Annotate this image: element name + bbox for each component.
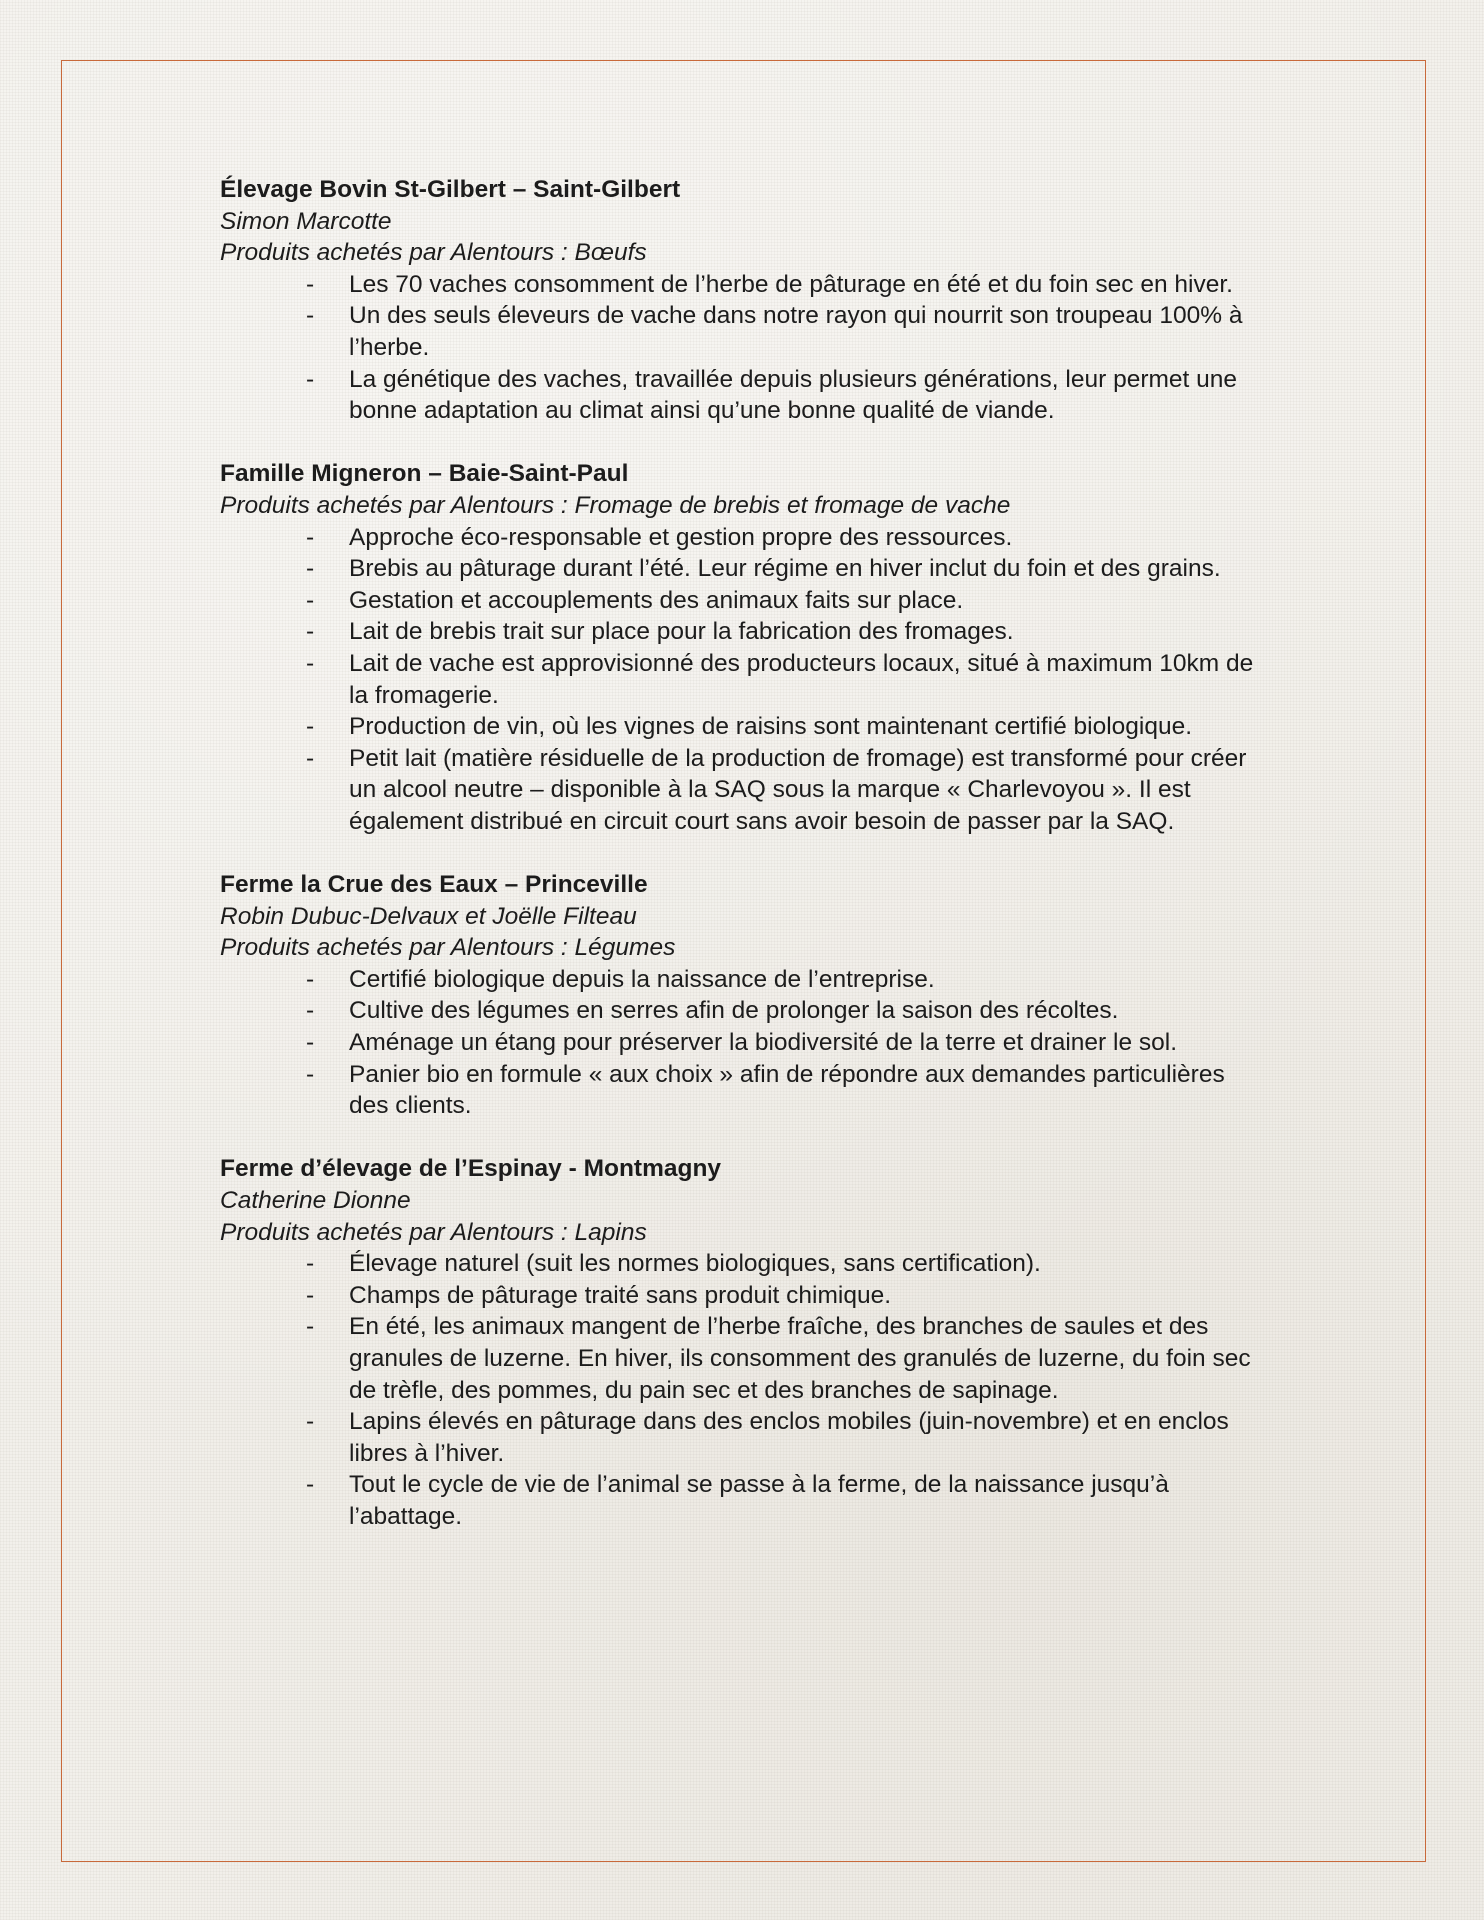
list-item <box>220 995 1269 1027</box>
bullet-dash: - <box>306 618 315 646</box>
bullet-dash: - <box>306 1060 315 1088</box>
list-item-text: Élevage naturel (suit les normes biologiques, sans certification). <box>349 1250 1041 1278</box>
list-item <box>220 585 1269 617</box>
producer-owner: Robin Dubuc-Delvaux et Joëlle Filteau <box>220 902 637 930</box>
list-item <box>220 616 1269 648</box>
list-item-text: Brebis au pâturage durant l’été. Leur régime en hiver inclut du foin et des grains. <box>349 555 1221 583</box>
list-item <box>220 300 1269 363</box>
list-item-text: Panier bio en formule « aux choix » afin de répondre aux demandes particulières des clients. <box>349 1060 1225 1120</box>
producer-owner: Simon Marcotte <box>220 207 392 235</box>
producer-bullet-list <box>220 1248 1280 1532</box>
producer-section <box>220 458 1280 837</box>
producer-section <box>220 869 1280 1122</box>
bullet-dash: - <box>306 270 315 298</box>
list-item <box>220 522 1269 554</box>
list-item-text: Production de vin, où les vignes de raisins sont maintenant certifié biologique. <box>349 713 1193 741</box>
bullet-dash: - <box>306 1029 315 1057</box>
list-item-text: Lait de vache est approvisionné des producteurs locaux, situé à maximum 10km de la fromagerie. <box>349 649 1254 709</box>
list-item-text: Tout le cycle de vie de l’animal se passe à la ferme, de la naissance jusqu’à l’abattage. <box>349 1471 1169 1530</box>
bullet-dash: - <box>306 965 315 993</box>
bullet-dash: - <box>306 302 315 330</box>
producer-bullet-list <box>220 522 1280 838</box>
bullet-dash: - <box>306 586 315 614</box>
bullet-dash: - <box>306 1250 315 1278</box>
producer-bullet-list <box>220 964 1280 1122</box>
bullet-dash: - <box>306 1408 315 1436</box>
list-item <box>220 269 1269 301</box>
producer-section <box>220 1153 1280 1532</box>
list-item <box>220 711 1269 743</box>
list-item <box>220 1280 1269 1312</box>
list-item <box>220 553 1269 585</box>
bullet-dash: - <box>306 1471 315 1499</box>
producer-title: Élevage Bovin St-Gilbert – Saint-Gilbert <box>220 176 681 203</box>
list-item-text: Cultive des légumes en serres afin de prolonger la saison des récoltes. <box>349 997 1119 1025</box>
list-item <box>220 364 1269 427</box>
producer-products: Produits achetés par Alentours : Lapins <box>220 1218 647 1246</box>
bullet-dash: - <box>306 555 315 583</box>
producer-title: Ferme d’élevage de l’Espinay - Montmagny <box>220 1155 722 1183</box>
list-item-text: Les 70 vaches consomment de l’herbe de pâturage en été et du foin sec en hiver. <box>349 270 1233 298</box>
list-item-text: Approche éco-responsable et gestion propre des ressources. <box>349 523 1013 551</box>
list-item <box>220 964 1269 996</box>
list-item <box>220 1248 1269 1280</box>
list-item-text: Lait de brebis trait sur place pour la fabrication des fromages. <box>349 618 1014 646</box>
producer-title: Ferme la Crue des Eaux – Princeville <box>220 871 648 899</box>
producer-section <box>220 174 1280 427</box>
producer-products: Produits achetés par Alentours : Bœufs <box>220 239 647 267</box>
list-item-text: Lapins élevés en pâturage dans des enclos mobiles (juin-novembre) et en enclos libres à l’hiver. <box>349 1408 1229 1467</box>
list-item <box>220 648 1269 711</box>
bullet-dash: - <box>306 523 315 551</box>
list-item-text: Gestation et accouplements des animaux faits sur place. <box>349 586 964 614</box>
list-item-text: Champs de pâturage traité sans produit chimique. <box>349 1281 892 1309</box>
list-item <box>220 1059 1269 1122</box>
list-item-text: Certifié biologique depuis la naissance de l’entreprise. <box>349 965 935 993</box>
list-item <box>220 1469 1269 1532</box>
list-item <box>220 1027 1269 1059</box>
bullet-dash: - <box>306 713 315 741</box>
list-item-text: Un des seuls éleveurs de vache dans notre rayon qui nourrit son troupeau 100% à l’herbe. <box>349 302 1243 361</box>
list-item-text: La génétique des vaches, travaillée depuis plusieurs générations, leur permet une bonne adaptation au climat ainsi qu’une bonne qualité de viande. <box>349 365 1238 425</box>
list-item <box>220 1406 1269 1469</box>
list-item <box>220 743 1269 838</box>
bullet-dash: - <box>306 365 315 393</box>
producer-title: Famille Migneron – Baie-Saint-Paul <box>220 460 629 488</box>
list-item-text: Aménage un étang pour préserver la biodiversité de la terre et drainer le sol. <box>349 1029 1178 1057</box>
bullet-dash: - <box>306 997 315 1025</box>
bullet-dash: - <box>306 1281 315 1309</box>
bullet-dash: - <box>306 1313 315 1341</box>
list-item-text: En été, les animaux mangent de l’herbe fraîche, des branches de saules et des granules de luzerne. En hiver, ils consomment des granulés de luzerne, du foin sec de trèfle, des pommes, du pain sec et des branches de sapinage. <box>349 1313 1251 1404</box>
producer-owner: Catherine Dionne <box>220 1187 411 1214</box>
bullet-dash: - <box>306 649 315 677</box>
producer-products: Produits achetés par Alentours : Fromage de brebis et fromage de vache <box>220 491 1011 519</box>
bullet-dash: - <box>306 744 315 772</box>
producer-products: Produits achetés par Alentours : Légumes <box>220 934 676 962</box>
list-item-text: Petit lait (matière résiduelle de la production de fromage) est transformé pour créer un alcool neutre – disponible à la SAQ sous la marque « Charlevoyou ». Il est également distribué en circuit court sans avoir besoin de passer par la SAQ. <box>349 744 1247 835</box>
list-item <box>220 1311 1269 1406</box>
producer-bullet-list <box>220 269 1280 427</box>
document-body <box>220 174 1280 1564</box>
